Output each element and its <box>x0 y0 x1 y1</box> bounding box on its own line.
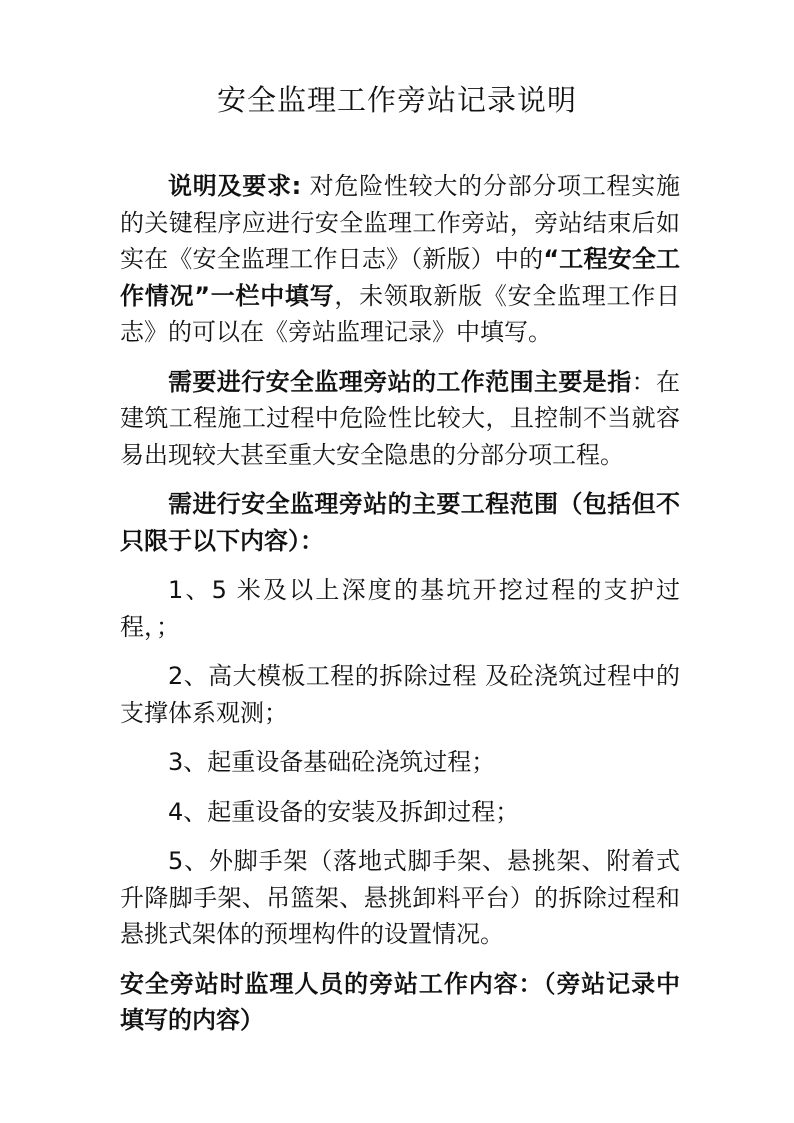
instructions-text-a: 对危险性较大的分部分项工程实施的关键程序应进行安全监理工作旁站，旁站结束后如实在《安全监理工作日志》（新版）中的 <box>120 172 680 273</box>
scope-paragraph <box>120 364 680 474</box>
instructions-label: 说明及要求: <box>168 172 302 200</box>
scope-label: 需要进行安全监理旁站的工作范围主要是指 <box>168 367 632 396</box>
instructions-text-b: ，未领取新版《安全监理工作日志》的可以在《旁站监理记录》中填写。 <box>120 281 681 346</box>
scope-text: ：在建筑工程施工过程中危险性比较大，且控制不当就容易出现较大甚至重大安全隐患的分部分项工程。 <box>120 367 681 469</box>
document-body <box>120 168 680 1052</box>
list-item: 5、外脚手架（落地式脚手架、悬挑架、附着式升降脚手架、吊篮架、悬挑卸料平台）的拆除过程和悬挑式架体的预埋构件的设置情况。 <box>120 847 680 948</box>
list-item: 2、高大模板工程的拆除过程 及砼浇筑过程中的支撑体系观测； <box>120 662 680 727</box>
range-heading: 需进行安全监理旁站的主要工程范围（包括但不只限于以下内容）： <box>120 490 680 555</box>
list-item: 4、起重设备的安装及拆卸过程； <box>168 797 520 826</box>
document-title: 安全监理工作旁站记录说明 <box>216 83 577 117</box>
instructions-emphasis: “工程安全工作情况”一栏中填写 <box>120 245 681 310</box>
instructions-paragraph <box>120 168 680 351</box>
duties-heading: 安全旁站时监理人员的旁站工作内容：（旁站记录中填写的内容） <box>120 969 680 1034</box>
list-item: 1、5 米及以上深度的基坑开挖过程的支护过程，； <box>120 576 680 641</box>
list-item: 3、起重设备基础砼浇筑过程； <box>168 748 496 776</box>
